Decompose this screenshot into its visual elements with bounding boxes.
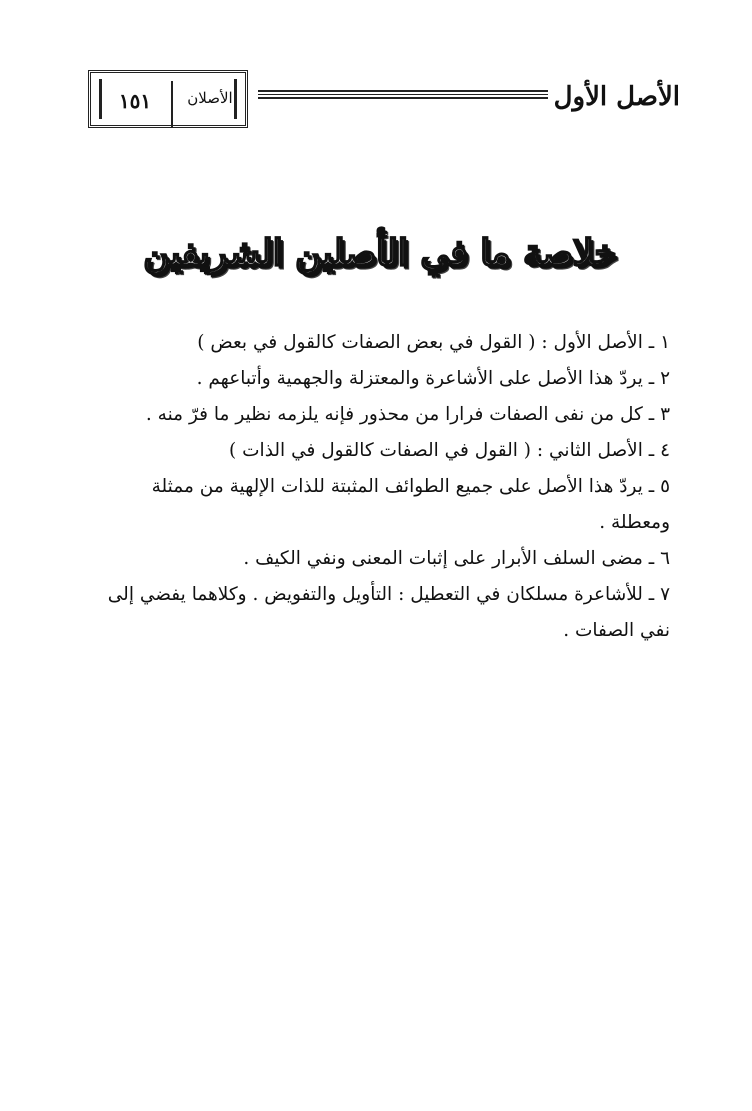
list-item: ١ ـ الأصل الأول : ( القول في بعض الصفات كالقول في بعض ) [197,332,670,353]
summary-list [88,325,670,649]
page-title: خلاصة ما في الأصلين الشريفين [143,232,617,274]
page-number: ١٥١ [118,89,152,113]
list-item: ٢ ـ يردّ هذا الأصل على الأشاعرة والمعتزلة والجهمية وأتباعهم . [196,368,670,389]
list-item: ٧ ـ للأشاعرة مسلكان في التعطيل : التأويل والتفويض . وكلاهما يفضي إلى نفي الصفات . [107,584,670,641]
page-header [88,68,688,134]
book-label: الأصلان [187,89,233,107]
chapter-title: الأصل الأول [553,82,680,112]
list-item: ٥ ـ يردّ هذا الأصل على جميع الطوائف المثبتة للذات الإلهية من ممثلة ومعطلة . [151,476,670,533]
frame-divider [171,81,173,127]
page-number-frame [88,70,248,128]
list-item: ٣ ـ كل من نفى الصفات فرارا من محذور فإنه يلزمه نظير ما فرّ منه . [145,404,670,425]
list-item: ٦ ـ مضى السلف الأبرار على إثبات المعنى ونفي الكيف . [243,548,670,569]
header-rule [258,90,548,100]
list-item: ٤ ـ الأصل الثاني : ( القول في الصفات كالقول في الذات ) [229,440,670,461]
